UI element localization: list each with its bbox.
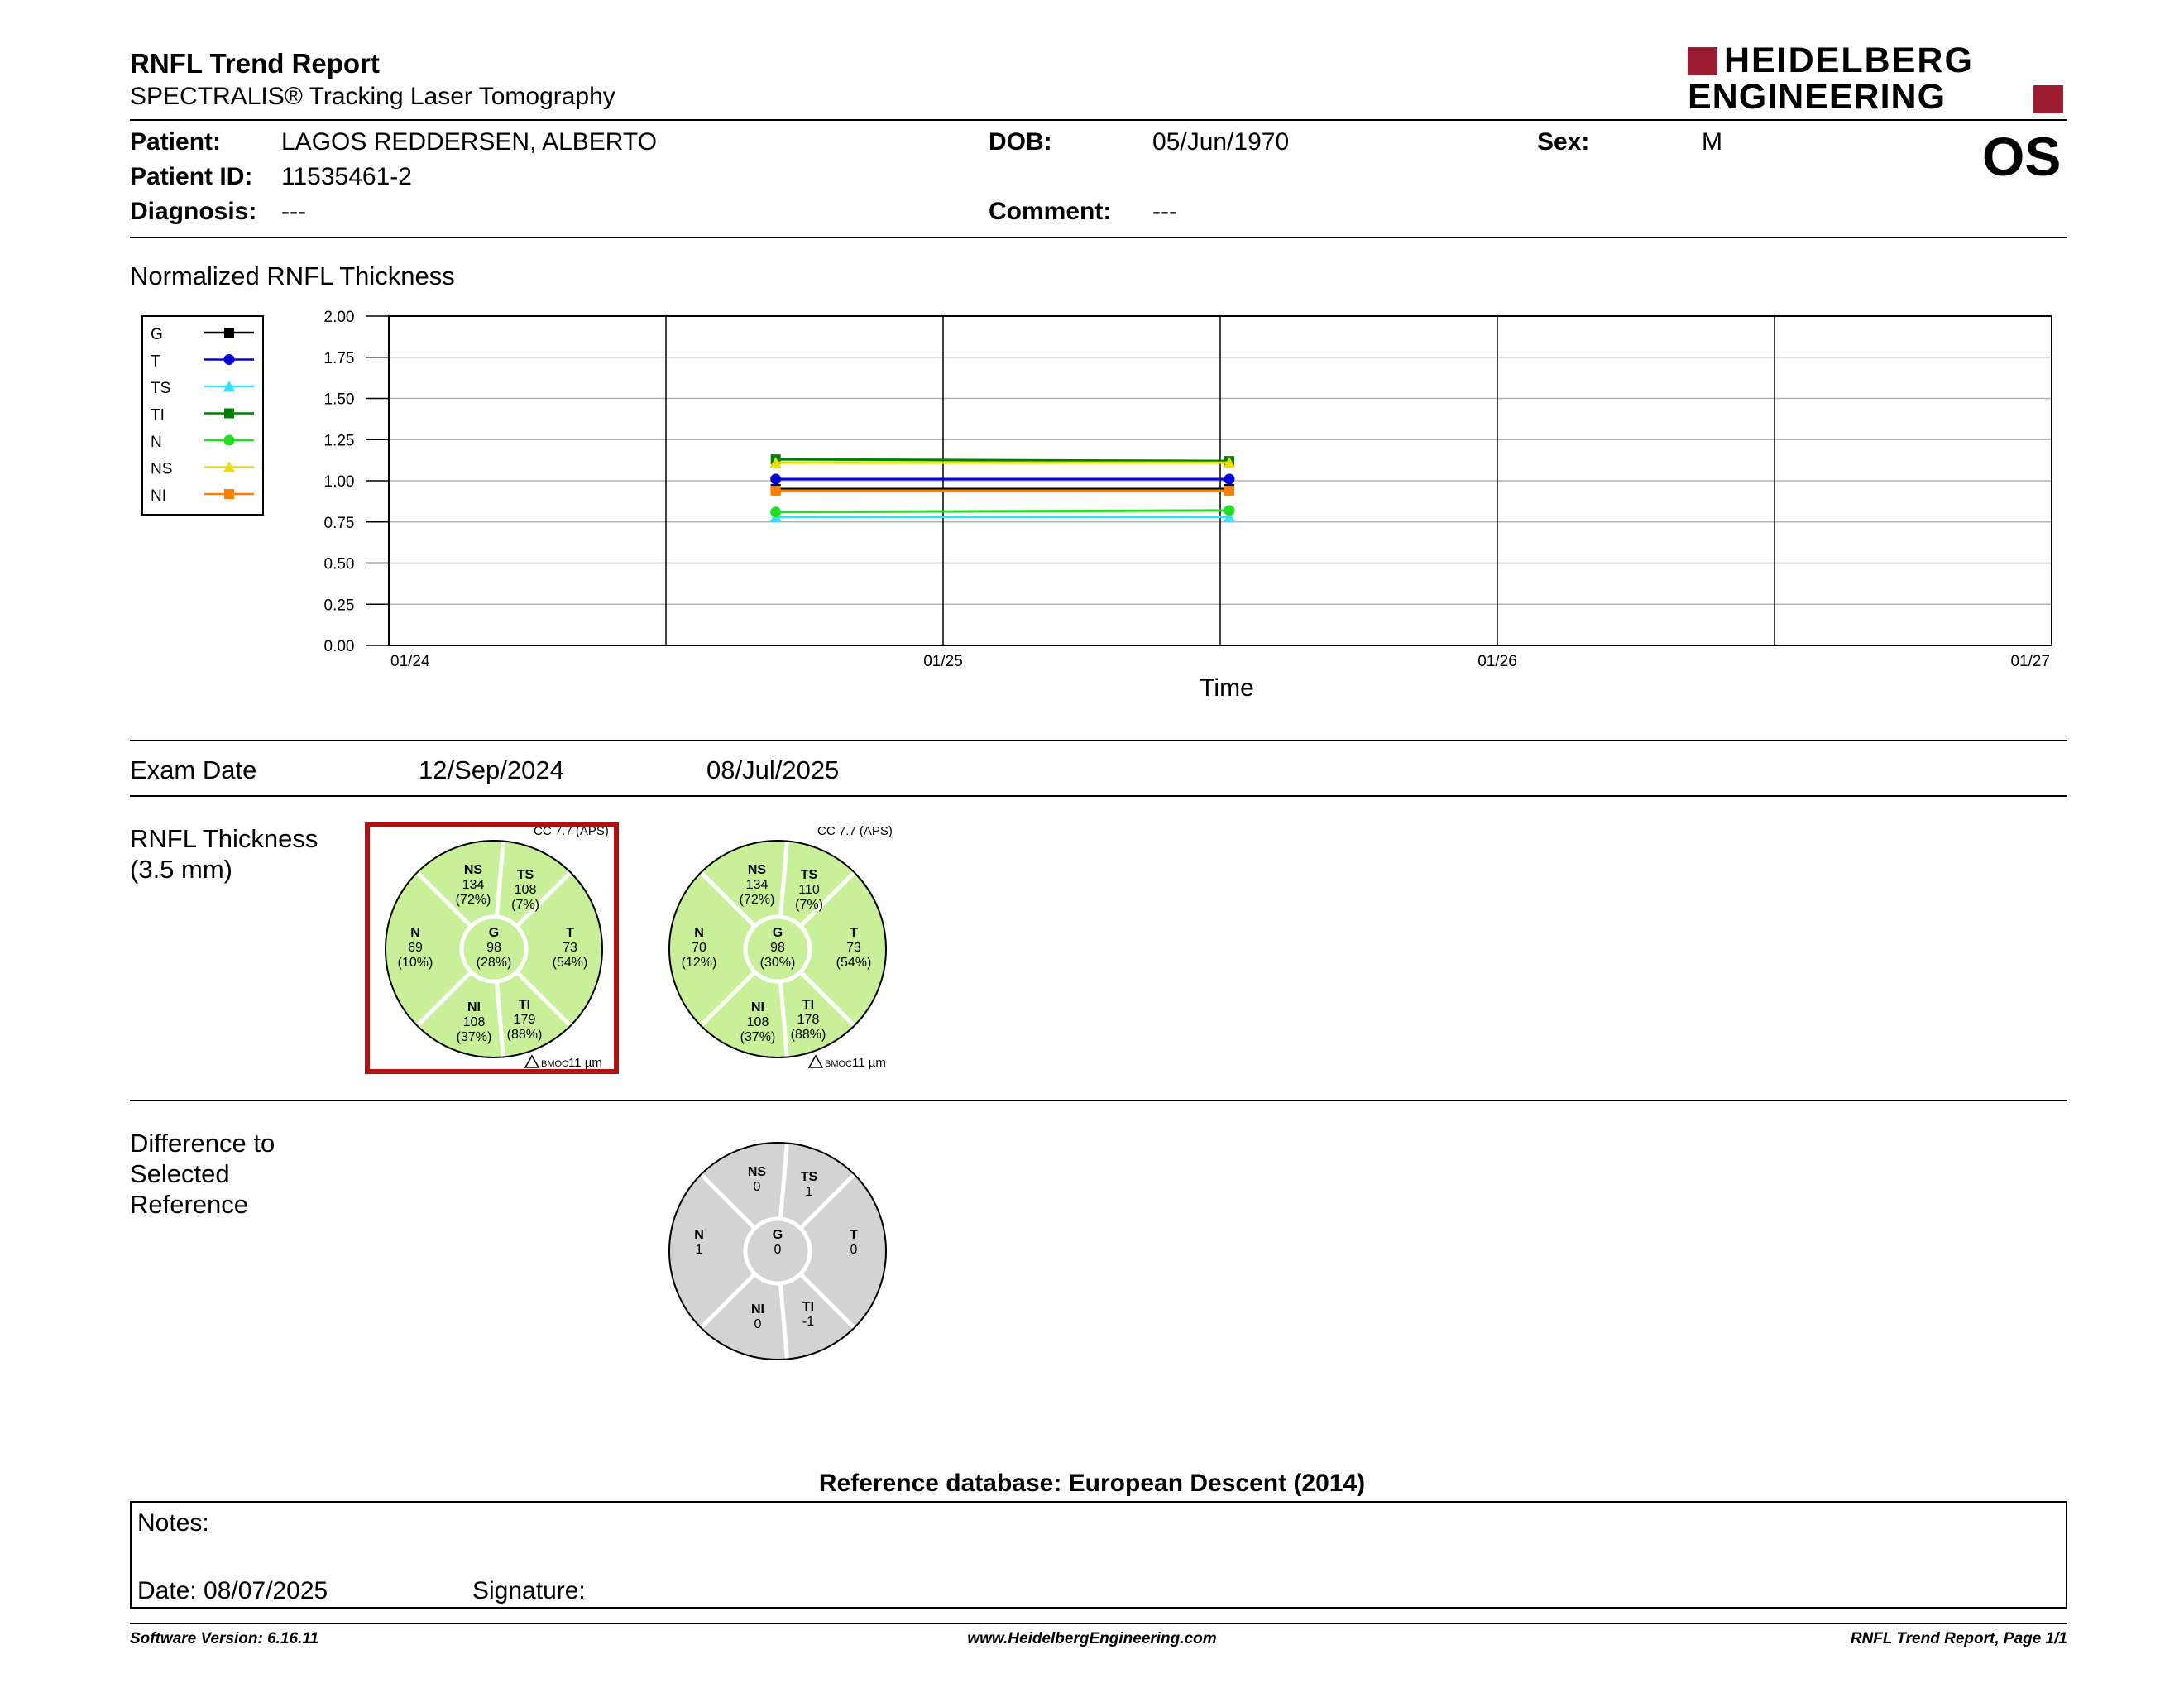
- legend-marker-n: [224, 435, 235, 446]
- sector-t: [850, 1228, 858, 1257]
- sector-percentile: (72%): [739, 893, 775, 907]
- data-point-t: [770, 474, 781, 485]
- legend-marker-ni: [224, 489, 234, 499]
- y-tick-label: 0.00: [323, 638, 355, 655]
- report-subtitle: SPECTRALIS® Tracking Laser Tomography: [130, 83, 615, 110]
- legend-marker-ti: [224, 409, 234, 419]
- legend-marker-t: [224, 354, 235, 365]
- chart-title: Normalized RNFL Thickness: [130, 261, 455, 290]
- sector-name: NI: [467, 1000, 481, 1014]
- sector-difference: 0: [774, 1243, 782, 1257]
- y-tick-label: 1.50: [323, 391, 355, 409]
- sector-percentile: (7%): [511, 898, 539, 912]
- software-version: Software Version: 6.16.11: [130, 1630, 319, 1647]
- rnfl-thickness-label: RNFL Thickness: [130, 824, 318, 853]
- sector-name: T: [850, 926, 858, 940]
- legend-label-n: N: [151, 434, 162, 451]
- sector-percentile: (72%): [455, 893, 491, 907]
- sector-value: 179: [513, 1013, 536, 1027]
- sector-name: G: [488, 926, 500, 940]
- sector-name: TI: [518, 998, 531, 1012]
- sector-ti: [802, 1300, 814, 1329]
- sector-name: NS: [747, 1165, 767, 1179]
- thickness-divider: [130, 1100, 2067, 1101]
- x-axis-label: Time: [1200, 674, 1254, 702]
- series-t: [770, 474, 1234, 485]
- sector-percentile: (37%): [740, 1030, 776, 1044]
- legend-marker-g: [224, 328, 234, 338]
- sector-name: N: [694, 926, 704, 940]
- sector-percentile: (12%): [681, 956, 717, 970]
- sector-percentile: (54%): [552, 956, 588, 970]
- sector-value: 70: [692, 941, 706, 955]
- series-n: [770, 505, 1234, 517]
- sex-label: Sex:: [1537, 128, 1590, 156]
- sector-value: 98: [770, 941, 785, 955]
- sector-value: 108: [514, 883, 537, 897]
- sector-percentile: (54%): [836, 956, 872, 970]
- comment-label: Comment:: [989, 198, 1112, 225]
- y-tick-label: 1.75: [323, 349, 355, 367]
- sector-value: 134: [745, 878, 769, 892]
- legend-label-g: G: [151, 326, 163, 343]
- quality-cc-label: CC 7.7 (APS): [817, 824, 893, 838]
- rnfl-sector-chart-1[interactable]: [364, 819, 629, 1076]
- patient-id-label: Patient ID:: [130, 163, 253, 190]
- sector-value: 108: [746, 1015, 769, 1029]
- sector-value: 178: [797, 1013, 820, 1027]
- y-tick-label: 0.25: [323, 597, 355, 615]
- sector-name: NS: [463, 863, 483, 877]
- footer-divider: [130, 1623, 2067, 1624]
- sector-name: TS: [800, 1170, 818, 1184]
- notes-date: Date: 08/07/2025: [137, 1577, 328, 1604]
- sector-percentile: (10%): [397, 956, 433, 970]
- series-g: [771, 484, 1234, 494]
- sector-difference: 1: [805, 1185, 813, 1199]
- sector-difference: 0: [850, 1243, 858, 1257]
- data-point-t: [1224, 474, 1235, 485]
- y-tick-label: 0.50: [323, 555, 355, 573]
- comment-value: ---: [1152, 198, 1177, 225]
- sector-name: TI: [802, 1300, 815, 1314]
- legend-label-ts: TS: [151, 380, 171, 397]
- report-title: RNFL Trend Report: [130, 48, 380, 79]
- sector-name: TS: [516, 868, 534, 882]
- sex-value: M: [1702, 128, 1722, 156]
- difference-sector-chart: [648, 1129, 912, 1378]
- sector-value: 73: [846, 941, 861, 955]
- sector-difference: 0: [753, 1180, 761, 1194]
- sector-name: G: [772, 926, 783, 940]
- sector-name: TI: [802, 998, 815, 1012]
- patient-label: Patient:: [130, 128, 222, 156]
- bmoc-value: 11 µm: [852, 1056, 886, 1070]
- y-tick-label: 1.00: [323, 473, 355, 491]
- chart-divider: [130, 740, 2067, 741]
- notes-label: Notes:: [137, 1509, 209, 1537]
- data-point-ni: [771, 486, 781, 496]
- sector-name: NS: [747, 863, 767, 877]
- sector-name: N: [694, 1228, 704, 1242]
- difference-label-2: Selected: [130, 1159, 230, 1188]
- sector-name: NI: [751, 1000, 764, 1014]
- notes-box[interactable]: [130, 1501, 2067, 1609]
- quality-cc-label: CC 7.7 (APS): [534, 824, 609, 838]
- legend-label-ni: NI: [151, 487, 166, 505]
- exam-divider: [130, 795, 2067, 797]
- sector-percentile: (37%): [456, 1030, 492, 1044]
- difference-label-1: Difference to: [130, 1129, 275, 1158]
- sector-name: T: [850, 1228, 858, 1242]
- delta-icon: [809, 1056, 822, 1067]
- diagnosis-label: Diagnosis:: [130, 198, 257, 225]
- dob-label: DOB:: [989, 128, 1052, 156]
- page-number: RNFL Trend Report, Page 1/1: [1850, 1630, 2067, 1647]
- sector-percentile: (88%): [790, 1028, 826, 1042]
- x-tick-label: 01/24: [390, 653, 430, 670]
- sector-name: NI: [751, 1302, 764, 1316]
- sector-difference: -1: [802, 1315, 815, 1329]
- bmoc-label: BMOC: [541, 1059, 568, 1069]
- sector-difference: 1: [695, 1243, 703, 1257]
- series-ti: [771, 454, 1234, 466]
- difference-label-3: Reference: [130, 1190, 249, 1219]
- sector-percentile: (88%): [506, 1028, 543, 1042]
- exam-date-2: 08/Jul/2025: [706, 755, 840, 784]
- patient-divider: [130, 237, 2067, 238]
- sector-percentile: (28%): [476, 956, 512, 970]
- eye-indicator: OS: [1982, 126, 2062, 187]
- y-tick-label: 1.25: [323, 432, 355, 450]
- normalized-rnfl-chart: [124, 298, 2068, 712]
- dob-value: 05/Jun/1970: [1152, 128, 1290, 156]
- heidelberg-logo: HEIDELBERG ENGINEERING: [1688, 46, 2068, 117]
- y-tick-label: 2.00: [323, 309, 355, 326]
- website-link[interactable]: www.HeidelbergEngineering.com: [967, 1630, 1217, 1647]
- series-ni: [771, 486, 1234, 496]
- x-tick-label: 01/26: [1478, 653, 1517, 670]
- x-tick-label: 01/27: [2010, 653, 2050, 670]
- legend-label-t: T: [151, 352, 160, 371]
- sector-name: T: [566, 926, 574, 940]
- sector-name: N: [410, 926, 420, 940]
- sector-percentile: (7%): [795, 898, 823, 912]
- sector-value: 108: [462, 1015, 486, 1029]
- series-line-n: [776, 511, 1229, 512]
- sector-value: 134: [462, 878, 485, 892]
- exam-date-1: 12/Sep/2024: [419, 755, 564, 784]
- sector-name: G: [772, 1228, 783, 1242]
- sector-percentile: (30%): [759, 956, 796, 970]
- bmoc-value: 11 µm: [568, 1056, 602, 1070]
- legend-label-ti: TI: [151, 406, 165, 424]
- sector-value: 98: [486, 941, 501, 955]
- sector-name: TS: [800, 868, 818, 882]
- header-divider: [130, 119, 2067, 121]
- reference-database: Reference database: European Descent (2014): [818, 1470, 1366, 1497]
- exam-date-label: Exam Date: [130, 755, 257, 784]
- delta-icon: [525, 1056, 539, 1067]
- sector-value: 110: [798, 883, 820, 897]
- legend-label-ns: NS: [151, 460, 173, 478]
- x-tick-label: 01/25: [923, 653, 963, 670]
- patient-id: 11535461-2: [281, 163, 412, 190]
- patient-name: LAGOS REDDERSEN, ALBERTO: [281, 128, 658, 156]
- sector-value: 73: [563, 941, 577, 955]
- rnfl-scan-diameter: (3.5 mm): [130, 855, 232, 884]
- data-point-ni: [1224, 486, 1234, 496]
- diagnosis-value: ---: [281, 198, 306, 225]
- sector-n: [694, 1228, 704, 1257]
- y-tick-label: 0.75: [323, 514, 355, 532]
- series-line-ti: [776, 459, 1229, 461]
- sector-value: 69: [408, 941, 423, 955]
- rnfl-sector-chart-2[interactable]: [648, 819, 912, 1076]
- sector-difference: 0: [754, 1317, 762, 1331]
- data-point-n: [770, 506, 781, 517]
- data-point-n: [1224, 505, 1235, 516]
- bmoc-label: BMOC: [825, 1059, 852, 1069]
- signature-label: Signature:: [472, 1577, 586, 1604]
- sector-g: [773, 1228, 783, 1257]
